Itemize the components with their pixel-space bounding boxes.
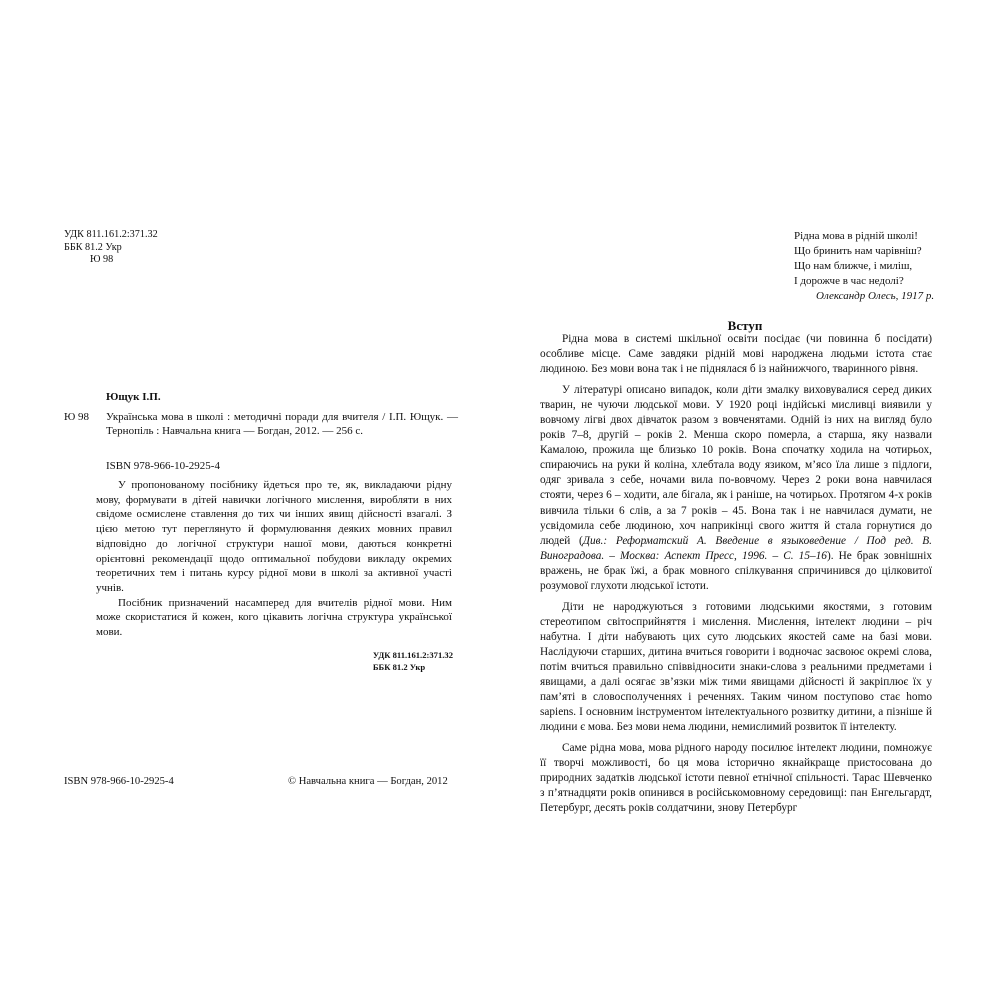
abstract	[96, 478, 452, 640]
epigraph	[794, 229, 934, 304]
epigraph-author: Олександр Олесь, 1917 р.	[816, 290, 935, 302]
paragraph-text: У літературі описано випадок, коли діти змалку виховувалися серед диких тварин, не чуючи людської мови. У 1920 році індійські мисливці виявили у вовчому лігві двох дівчаток разом з вовченятами. Одній із них на вигляд було років 7–8, другій – років 2. Менша скоро померла, а старша, яку назвали Камалою, прожила ще близько 10 років. Вона спочатку ходила на чотирьох, спираючись на руки й коліна, хлебтала воду язиком, м’ясо їла лише з підлоги, одяг зривала з себе, ночами вила по-вовчому. Через 2 роки вона навчилася стояти, через 6 – ходити, але бігала, як і раніше, на чотирьох. Протягом 4-х років вивчила тільки 6 слів, а за 7 років – 45. Вона так і не навчилася думати, не усвідомила себе людиною, хоч наприкінці свого життя й стала горнутися до людей (	[540, 384, 932, 547]
body-paragraph: Саме рідна мова, мова рідного народу посилює інтелект людини, помножує її творчі можливості, бо ця мова історично якнайкраще пристосована до природних задатків людської істоти певної етнічної спільності. Тарас Шевченко з п’ятнадцяти років опинився в російськомовному середовищі: пан Енгельгардт, Петербург, десять років солдатчини, знову Петербург	[540, 742, 932, 815]
udk-classification-block	[64, 229, 158, 267]
footer-isbn: ISBN 978-966-10-2925-4	[64, 776, 174, 787]
udk-bottom-block	[373, 649, 453, 673]
bibliographic-text: Українська мова в школі : методичні поради для вчителя / І.П. Ющук. — Тернопіль : Навчальна книга — Богдан, 2012. — 256 с.	[106, 411, 458, 438]
catalog-code: Ю 98	[64, 411, 90, 423]
abstract-paragraph: Посібник призначений насамперед для вчителів рідної мови. Ним може скористатися й кожен, кого цікавить логічна структура української мови.	[96, 596, 452, 639]
epigraph-line: І дорожче в час недолі?	[794, 275, 904, 287]
footer-copyright: © Навчальна книга — Богдан, 2012	[288, 776, 448, 787]
isbn-line: ISBN 978-966-10-2925-4	[106, 460, 220, 472]
udk-code: УДК 811.161.2:371.32	[64, 229, 158, 240]
reference-citation: Див.: Реформатский А. Введение в языковедение / Под ред. В. Виноградова. – Москва: Аспект Пресс, 1996. – С. 15–16	[540, 534, 932, 562]
right-page	[500, 0, 1000, 1000]
bibliographic-entry	[64, 410, 458, 439]
bbk-code: ББК 81.2 Укр	[64, 241, 122, 253]
udk-code-bottom: УДК 811.161.2:371.32	[372, 650, 453, 660]
abstract-paragraph: У пропонованому посібнику йдеться про те, як, викладаючи рідну мову, формувати в дітей навички логічного мислення, виробляти в них свідоме осмислене ставлення до тих чи інших явищ дійсності взагалі. З цією метою тут переглянуто й формулювання деяких мовних правил відповідно до логічної структури нашої мови, даються конкретні орієнтовні рекомендації щодо оптимальної побудови викладу окремих теоретичних тем і питань курсу рідної мови в школі за активної участі учнів.	[96, 479, 452, 594]
epigraph-line: Що нам ближче, і миліш,	[794, 260, 913, 272]
body-paragraph	[540, 383, 932, 594]
body-text	[540, 332, 932, 822]
body-paragraph: Рідна мова в системі шкільної освіти посідає (чи повинна б посідати) особливе місце. Саме завдяки рідній мові народжена людьми істота стає людиною. Без мови вона так і не піднялася б із найнижчого, тваринного рівня.	[540, 333, 932, 376]
author-heading: Ющук І.П.	[106, 391, 161, 403]
bbk-code-bottom: ББК 81.2 Укр	[372, 662, 426, 672]
author-mark: Ю 98	[90, 254, 114, 266]
chapter-heading: Вступ	[727, 318, 763, 333]
epigraph-line: Що бринить нам чарівніш?	[794, 245, 922, 257]
body-paragraph: Діти не народжуються з готовими людськими якостями, з готовим стереотипом світосприйняття і мислення. Мислення, інтелект людини – річ набутна. І діти набувають цих суто людських якостей саме на базі мови. Наслідуючи старших, дитина вчиться говорити і водночас засвоює окремі слова, потім вчиться правильно співвідносити знаки-слова з реальними предметами і явищами, а далі осягає зв’язки між тими явищами дійсності й закріплює їх у пам’яті в словосполученнях і реченнях. Таким чином поступово стає homo sapiens. І основним інструментом інтелектуального розвитку дитини, а пізніше й людини є мова. Без мови нема людини, немислимий розвиток її інтелекту.	[540, 600, 932, 734]
epigraph-line: Рідна мова в рідній школі!	[794, 230, 918, 242]
paragraph-text: ). Не брак зовнішніх вражень, не брак їжі, а брак мовного спілкування спричинився до цілковитої розумової глухоти людської істоти.	[540, 549, 932, 592]
